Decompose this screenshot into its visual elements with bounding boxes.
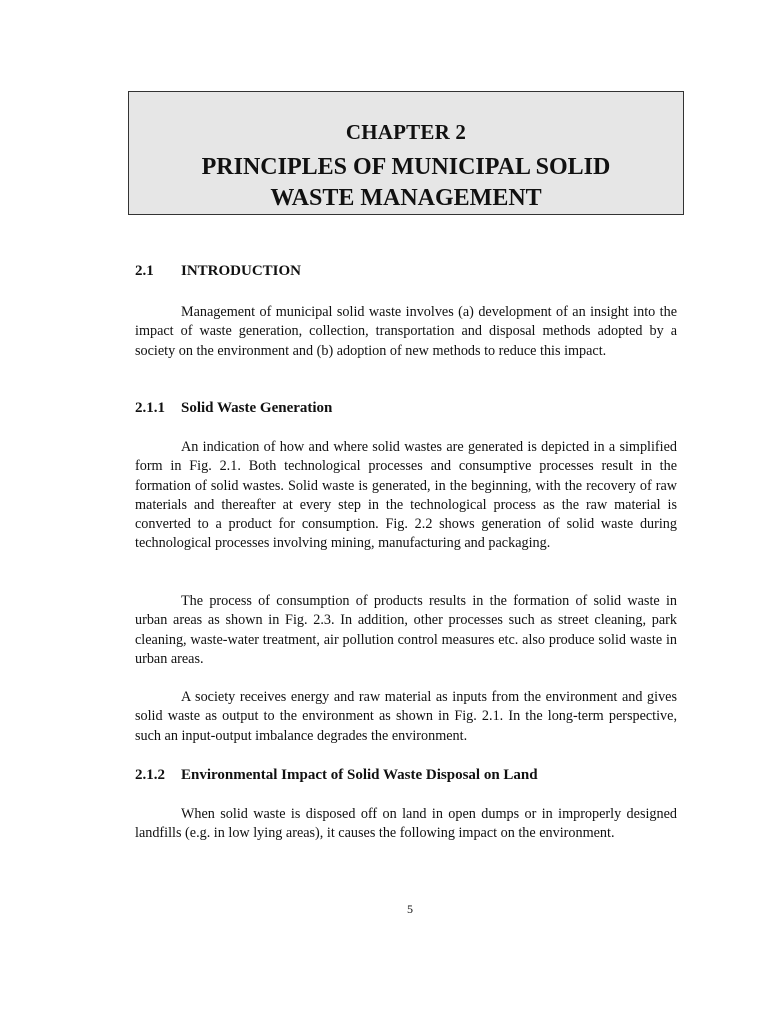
- section-heading-2-1-2: [135, 767, 538, 784]
- section-number: 2.1.1: [135, 400, 165, 416]
- paragraph-waste-generation-1: An indication of how and where solid wastes are generated is depicted in a simplified form in Fig. 2.1. Both technological processes and consumptive processes result in the formation of solid wastes. Solid waste is generated, in the beginning, with the recovery of raw materials and thereafter at every step in the technological process as the raw material is converted to a product for consumption. Fig. 2.2 shows generation of solid waste during technological processes involving mining, manufacturing and packaging.: [135, 439, 677, 552]
- section-number: 2.1: [135, 263, 154, 279]
- paragraph-waste-generation-2: The process of consumption of products results in the formation of solid waste in urban areas as shown in Fig. 2.3. In addition, other processes such as street cleaning, park cleaning, waste-water treatment, air pollution control measures etc. also produce solid waste in urban areas.: [135, 593, 677, 667]
- chapter-title-line-2: WASTE MANAGEMENT: [270, 185, 542, 211]
- chapter-title: [129, 152, 683, 214]
- section-title: Solid Waste Generation: [181, 400, 333, 416]
- section-heading-2-1: [135, 263, 301, 280]
- section-title: Environmental Impact of Solid Waste Disposal on Land: [181, 767, 538, 783]
- chapter-label: CHAPTER 2: [345, 120, 467, 144]
- section-number: 2.1.2: [135, 767, 165, 783]
- page-number: 5: [407, 902, 413, 916]
- paragraph-waste-generation-3: A society receives energy and raw material as inputs from the environment and gives solid waste as output to the environment as shown in Fig. 2.1. In the long-term perspective, such an input-output imbalance degrades the environment.: [135, 689, 677, 744]
- section-heading-2-1-1: [135, 400, 332, 417]
- paragraph-environmental-impact: When solid waste is disposed off on land in open dumps or in improperly designed landfills (e.g. in low lying areas), it causes the following impact on the environment.: [135, 806, 677, 842]
- paragraph-introduction: Management of municipal solid waste involves (a) development of an insight into the impact of waste generation, collection, transportation and disposal methods adopted by a society on the environment and (b) adoption of new methods to reduce this impact.: [135, 304, 677, 359]
- section-title: INTRODUCTION: [181, 263, 302, 279]
- chapter-title-line-1: PRINCIPLES OF MUNICIPAL SOLID: [201, 154, 611, 180]
- chapter-title-box: [128, 91, 684, 215]
